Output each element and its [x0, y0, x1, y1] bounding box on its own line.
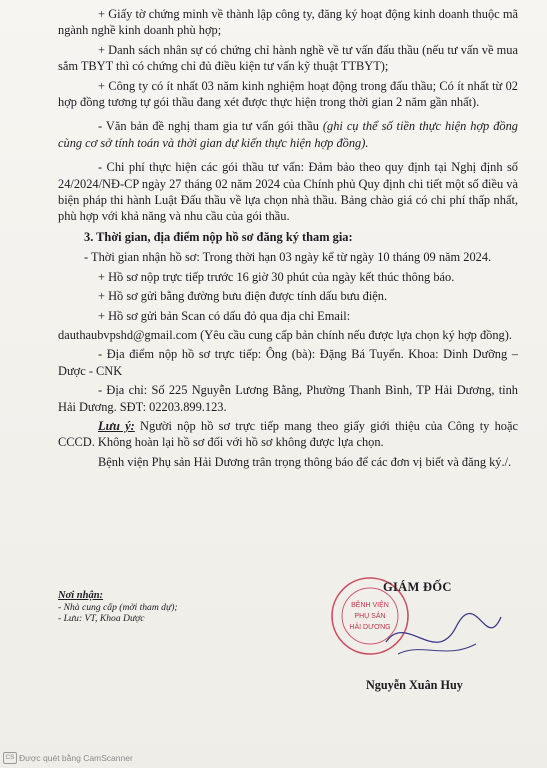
note-text: Người nộp hồ sơ trực tiếp mang theo giấy giới thiệu của Công ty hoặc CCCD. Không hoàn lại hồ sơ đối với hồ sơ không được lựa chọn.: [58, 418, 518, 450]
scanner-footer: [0, 740, 547, 768]
recipients-block: [58, 590, 258, 625]
seal-line: PHỤ SẢN: [354, 613, 386, 620]
scanner-watermark: Được quét bằng CamScanner: [19, 753, 133, 763]
signatory-name: Nguyễn Xuân Huy: [366, 678, 463, 692]
proposal-note: (ghi cụ thể số tiền thực hiện hợp đồng cùng cơ sở tính toán và thời gian dự kiến thực hiện hợp đồng).: [58, 119, 518, 150]
paragraph-post-submit: + Hồ sơ gửi bằng đường bưu điện được tính dấu bưu điện.: [98, 289, 388, 304]
paragraph-company-docs: + Giấy tờ chứng minh về thành lập công ty, đăng ký hoạt động kinh doanh thuộc mã ngành nghề kinh doanh phù hợp;: [58, 7, 518, 38]
signatory-title: GIÁM ĐỐC: [383, 580, 452, 594]
paragraph-note: [58, 418, 518, 451]
note-label: Lưu ý:: [98, 418, 135, 433]
seal-line: HẢI DƯƠNG: [349, 624, 391, 631]
paragraph-staff-list: + Danh sách nhân sự có chứng chỉ hành nghề về tư vấn đấu thầu (nếu tư vấn về mua sắm TBYT thì có chứng chỉ đủ điều kiện tư vấn kỹ thuật TTBYT);: [58, 42, 518, 74]
paragraph-email-address: dauthaubvpshd@gmail.com (Yêu cầu cung cấp bản chính nếu được lựa chọn ký hợp đồng).: [58, 327, 512, 342]
signature-block: [326, 572, 526, 692]
paragraph-proposal: [58, 118, 518, 151]
paragraph-address: - Địa chỉ: Số 225 Nguyễn Lương Bằng, Phường Thanh Bình, TP Hải Dương, tỉnh Hải Dương. SĐT: 02203.899.123.: [58, 383, 518, 414]
proposal-lead: - Văn bản đề nghị tham gia tư vấn gói thầu: [98, 119, 319, 134]
recipient-item: - Lưu: VT, Khoa Dược: [58, 613, 145, 624]
signature-scribble-icon: [386, 613, 501, 642]
signature-underline-icon: [398, 644, 476, 654]
recipients-title: Nơi nhận:: [58, 590, 104, 601]
document-body: [58, 6, 518, 473]
paragraph-direct-submit: + Hồ sơ nộp trực tiếp trước 16 giờ 30 phút của ngày kết thúc thông báo.: [98, 269, 455, 284]
camscanner-icon: CS: [3, 752, 17, 764]
recipient-item: - Nhà cung cấp (mời tham dự);: [58, 601, 178, 613]
paragraph-location: - Địa điểm nộp hồ sơ trực tiếp: Ông (bà): Đặng Bá Tuyển. Khoa: Dinh Dưỡng – Dược - CNK: [58, 347, 518, 378]
paragraph-receive-time: - Thời gian nhận hồ sơ: Trong thời hạn 03 ngày kể từ ngày 10 tháng 09 năm 2024.: [84, 250, 492, 265]
seal-line: BỆNH VIỆN: [351, 602, 389, 609]
section-heading-3: 3. Thời gian, địa điểm nộp hồ sơ đăng ký tham gia:: [84, 229, 353, 244]
paragraph-experience: + Công ty có ít nhất 03 năm kinh nghiệm hoạt động trong đấu thầu; Có ít nhất từ 02 hợp đồng tương tự gói thầu đang xét được thực hiện trong thời gian 2 năm gần nhất).: [58, 78, 518, 110]
paragraph-cost: - Chi phí thực hiện các gói thầu tư vấn: Đảm bảo theo quy định tại Nghị định số 24/2024/NĐ-CP ngày 27 tháng 02 năm 2024 của Chính phủ Quy định chi tiết một số điều và biện pháp thi hành Luật Đấu thầu về lựa chọn nhà thầu. Bảng chào giá có chi phí thấp nhất, phù hợp với khả năng và nhu cầu của gói thầu.: [58, 160, 518, 224]
paragraph-email-submit: + Hồ sơ gửi bản Scan có dấu đỏ qua địa chỉ Email:: [98, 308, 351, 323]
paragraph-closing: Bệnh viện Phụ sản Hải Dương trân trọng thông báo để các đơn vị biết và đăng ký./.: [98, 454, 512, 469]
